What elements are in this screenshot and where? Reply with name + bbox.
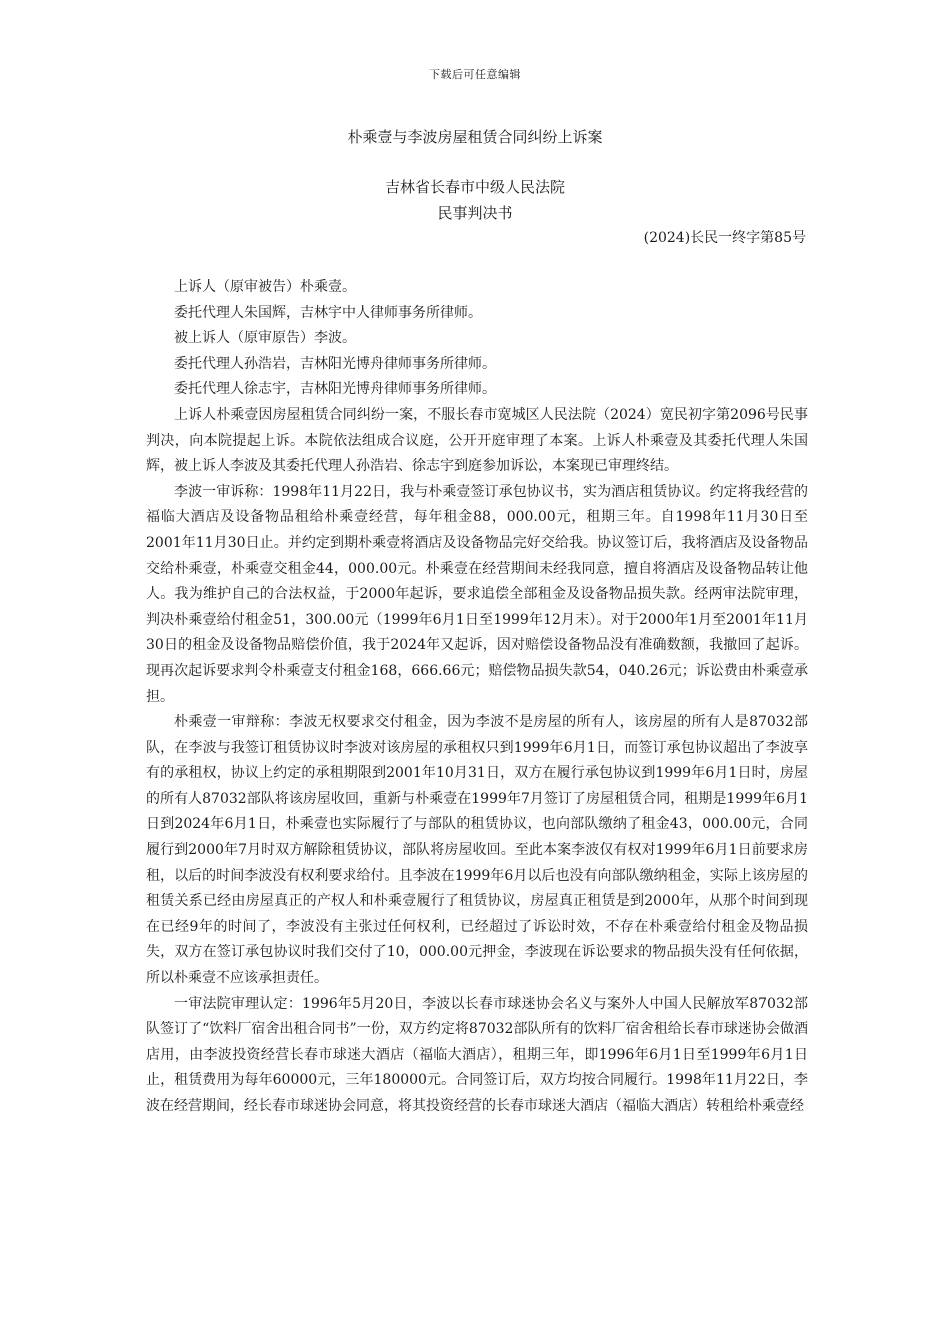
paragraph-appellant-agent: 委托代理人朱国辉，吉林宇中人律师事务所律师。 <box>174 304 482 321</box>
paragraph-appellee-agent-1: 委托代理人孙浩岩，吉林阳光博舟律师事务所律师。 <box>174 355 496 372</box>
document-type: 民事判决书 <box>437 204 513 222</box>
paragraph-plaintiff-claim: 李波一审诉称：1998年11月22日，我与朴乘壹签订承包协议书，实为酒店租赁协议。约定将我经营的福临大酒店及设备物品租给朴乘壹经营，每年租金88，000.00元，租期三年。自1998年11月30日至2001年11月30日止。并约定到期朴乘壹将酒店及设备物品完好交给我。协议签订后，我将酒店及设备物品交给朴乘壹，朴乘壹交租金44，000.00元。朴乘壹在经营期间未经我同意，擅自将酒店及设备物品转让他人。我为维护自己的合法权益，于2000年起诉，要求追偿全部租金及设备物品损失款。经两审法院审理，判决朴乘壹给付租金51，300.00元（1999年6月1日至1999年12月末）。对于2000年1月至2001年11月30日的租金及设备物品赔偿价值，我于2024年又起诉，因对赔偿设备物品没有准确数额，我撤回了起诉。现再次起诉要求判令朴乘壹支付租金168，666.66元；赔偿物品损失款54，040.26元；诉讼费由朴乘壹承担。 <box>146 483 808 705</box>
paragraph-defendant-defense: 朴乘壹一审辩称：李波无权要求交付租金，因为李波不是房屋的所有人，该房屋的所有人是87032部队，在李波与我签订租赁协议时李波对该房屋的承租权只到1999年6月1日，而签订承包协议超出了李波享有的承租权，协议上约定的承租期限到2001年10月31日，双方在履行承包协议到1999年6月1日时，房屋的所有人87032部队将该房屋收回，重新与朴乘壹在1999年7月签订了房屋租赁合同，租期是1999年6月1日到2024年6月1日，朴乘壹也实际履行了与部队的租赁协议，也向部队缴纳了租金43，000.00元，合同履行到2000年7月时双方解除租赁协议，部队将房屋收回。至此本案李波仅有权对1999年6月1日前要求房租，以后的时间李波没有权利要求给付。且李波在1999年6月以后也没有向部队缴纳租金，实际上该房屋的租赁关系已经由房屋真正的产权人和朴乘壹履行了租赁协议，房屋真正租赁是到2000年，从那个时间到现在已经9年的时间了，李波没有主张过任何权利，已经超过了诉讼时效，不存在朴乘壹给付租金及物品损失，双方在签订承包协议时我们交付了10，000.00元押金，李波现在诉讼要求的物品损失没有任何依据，所以朴乘壹不应该承担责任。 <box>146 714 808 987</box>
paragraph-first-instance-findings: 一审法院审理认定：1996年5月20日，李波以长春市球迷协会名义与案外人中国人民解放军87032部队签订了“饮料厂宿舍出租合同书”一份，双方约定将87032部队所有的饮料厂宿舍租给长春市球迷协会做酒店用，由李波投资经营长春市球迷大酒店（福临大酒店），租期三年，即1996年6月1日至1999年6月1日止，租赁费用为每年60000元，三年180000元。合同签订后，双方均按合同履行。1998年11月22日，李波在经营期间，经长春市球迷协会同意，将其投资经营的长春市球迷大酒店（福临大酒店）转租给朴乘壹经 <box>146 995 808 1114</box>
paragraph-case-intro: 上诉人朴乘壹因房屋租赁合同纠纷一案，不服长春市宽城区人民法院（2024）宽民初字第2096号民事判决，向本院提起上诉。本院依法组成合议庭，公开开庭审理了本案。上诉人朴乘壹及其委托代理人朱国辉，被上诉人李波及其委托代理人孙浩岩、徐志宇到庭参加诉讼，本案现已审理终结。 <box>146 406 808 475</box>
paragraph-appellee: 被上诉人（原审原告）李波。 <box>174 330 356 347</box>
header-note: 下载后可任意编辑 <box>429 68 521 81</box>
judgment-body <box>146 275 808 1120</box>
paragraph-appellee-agent-2: 委托代理人徐志宇，吉林阳光博舟律师事务所律师。 <box>174 381 496 398</box>
court-name: 吉林省长春市中级人民法院 <box>384 178 565 196</box>
paragraph-appellant: 上诉人（原审被告）朴乘壹。 <box>174 279 356 295</box>
document-title: 朴乘壹与李波房屋租赁合同纠纷上诉案 <box>347 128 603 146</box>
case-number: (2024)长民一终字第85号 <box>643 230 806 246</box>
